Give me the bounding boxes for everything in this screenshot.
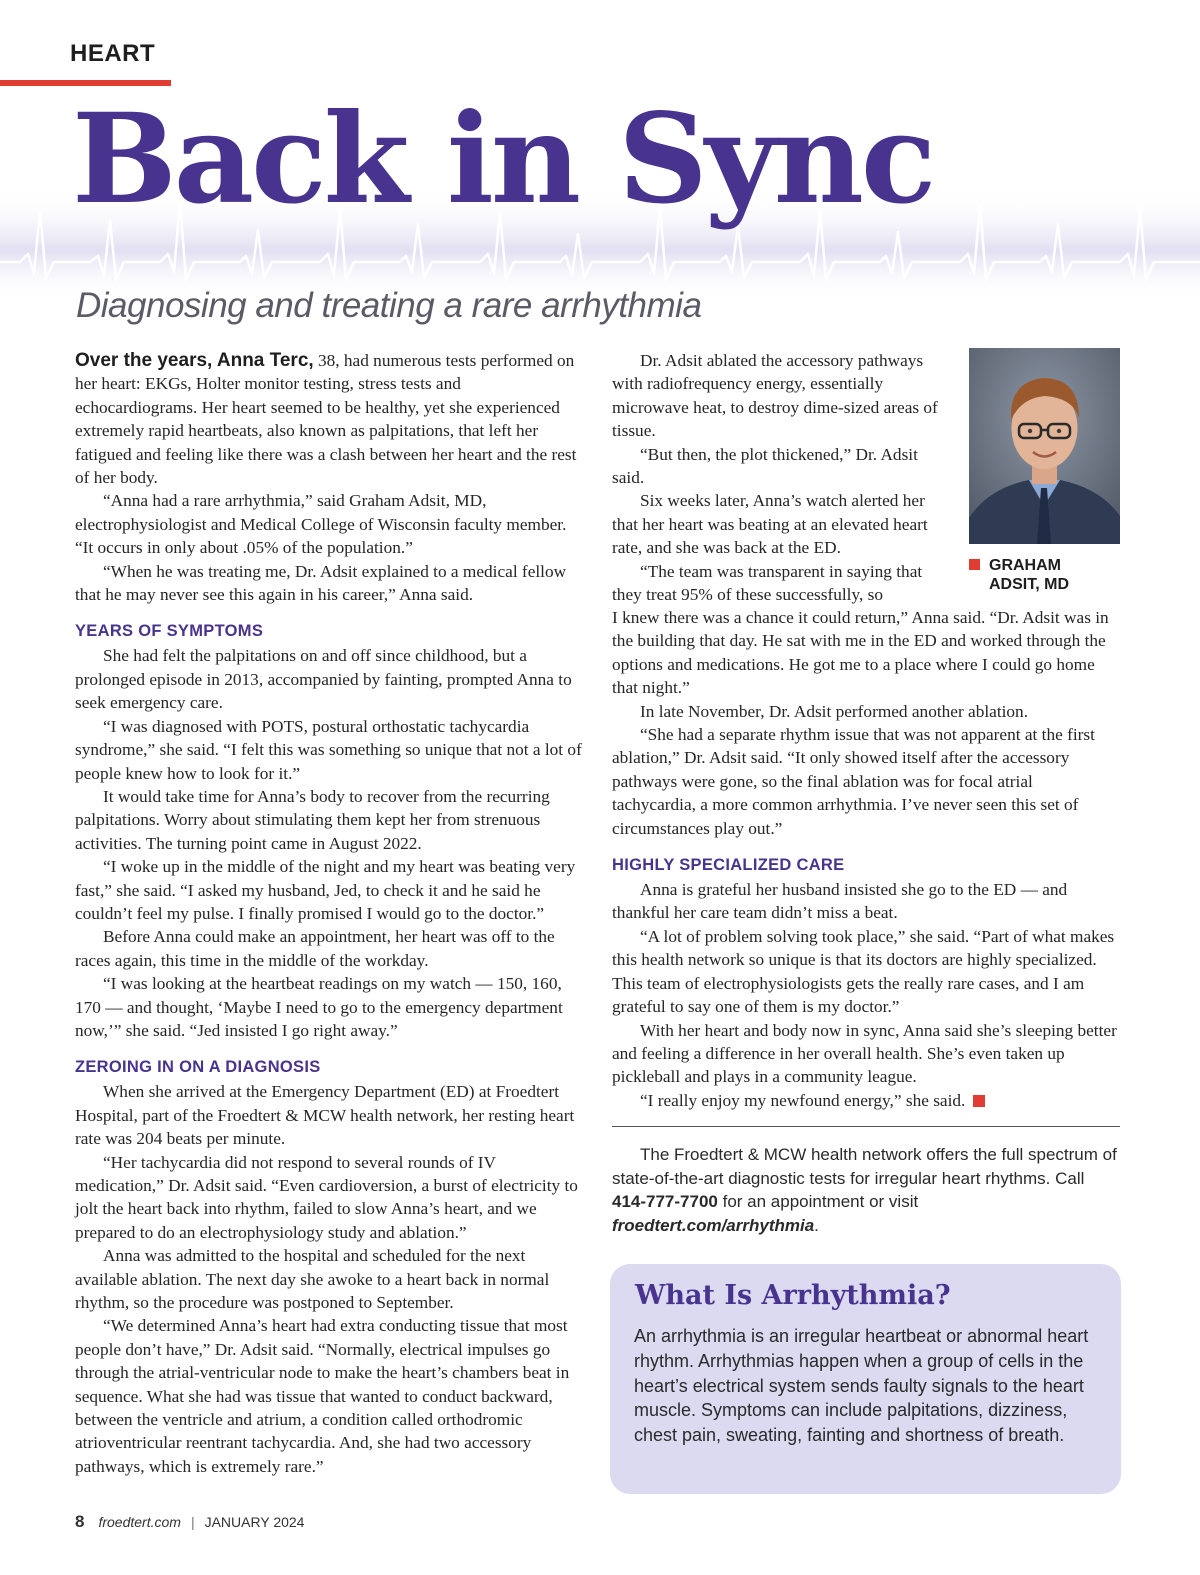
- body-paragraph: With her heart and body now in sync, Anna said she’s sleeping better and feeling a difference in her overall health. She’s even taken up pickleball and plays in a community league.: [612, 1020, 1117, 1087]
- body-paragraph: “She had a separate rhythm issue that was not apparent at the first ablation,” Dr. Adsit said. “It only showed itself after the accessory pathways were gone, so the final ablation was for focal atrial tachycardia, a more common arrhythmia. I’ve never seen this set of circumstances play out.”: [612, 725, 1095, 838]
- footer-separator: |: [190, 1514, 195, 1530]
- body-paragraph: “Her tachycardia did not respond to several rounds of IV medication,” Dr. Adsit said. “Even cardioversion, a burst of electricity to jolt the heart back into rhythm, failed to slow Anna’s heart, and we prepared to do an electrophysiology study and ablation.”: [75, 1152, 578, 1242]
- body-paragraph: She had felt the palpitations on and off since childhood, but a prolonged episode in 2013, accompanied by fainting, prompted Anna to seek emergency care.: [75, 646, 572, 713]
- section-label: HEART: [70, 40, 156, 67]
- page-number: 8: [75, 1512, 85, 1531]
- body-paragraph: “A lot of problem solving took place,” she said. “Part of what makes this health network so unique is that its doctors are highly specialized. This team of electrophysiologists gets the really rare cases, and I am grateful to say one of them is my doctor.”: [612, 926, 1115, 1017]
- subhead-highly-specialized-care: HIGHLY SPECIALIZED CARE: [612, 856, 845, 875]
- body-paragraph: “Anna had a rare arrhythmia,” said Graham Adsit, MD, electrophysiologist and Medical College of Wisconsin faculty member. “It occurs in only about .05% of the population.”: [75, 491, 567, 558]
- body-paragraph: Before Anna could make an appointment, her heart was off to the races again, this time in the middle of the workday.: [75, 927, 555, 970]
- subhead-years-of-symptoms: YEARS OF SYMPTOMS: [75, 622, 264, 641]
- body-paragraph: It would take time for Anna’s body to recover from the recurring palpitations. Worry about stimulating them kept her from strenuous activities. The turning point came in August 2022.: [75, 786, 550, 853]
- website-link[interactable]: froedtert.com/arrhythmia: [612, 1215, 815, 1235]
- intro-paragraph: Over the years, Anna Terc, 38, had numerous tests performed on her heart: EKGs, Holter monitor testing, stress tests and echocardiograms. Her heart seemed to be healthy, yet she experienced extremely rapid heartbeats, also known as palpitations, that left her fatigued and feeling like there was a clash between her heart and the rest of her body.: [75, 350, 577, 488]
- body-paragraph: When she arrived at the Emergency Department (ED) at Froedtert Hospital, part of the Froedtert & MCW health network, her resting heart rate was 204 beats per minute.: [75, 1082, 575, 1149]
- body-paragraph: In late November, Dr. Adsit performed another ablation.: [640, 701, 1029, 721]
- footer-issue-date: JANUARY 2024: [204, 1514, 305, 1530]
- body-paragraph: “But then, the plot thickened,” Dr. Adsit said.: [612, 444, 918, 488]
- doctor-portrait-photo: [969, 348, 1120, 544]
- info-box-body: An arrhythmia is an irregular heartbeat or abnormal heart rhythm. Arrhythmias happen when a group of cells in the heart’s electrical system sends faulty signals to the heart muscle. Symptoms can include palpitations, dizziness, chest pain, sweating, fainting and shortness of breath.: [634, 1326, 1089, 1446]
- footer-site: froedtert.com: [98, 1514, 181, 1530]
- body-paragraph: Anna is grateful her husband insisted she go to the ED — and thankful her care team didn’t miss a beat.: [612, 880, 1068, 923]
- call-to-action: The Froedtert & MCW health network offers the full spectrum of state-of-the-art diagnostic tests for irregular heart rhythms. Call 414-777-7700 for an appointment or visit froedtert.com/arrhythmia.: [612, 1145, 1117, 1235]
- left-column: [75, 349, 587, 1478]
- body-paragraph: “I was diagnosed with POTS, postural orthostatic tachycardia syndrome,” she said. “I felt this was something so unique that not a lot of people knew how to look for it.”: [75, 716, 582, 783]
- body-paragraph: Six weeks later, Anna’s watch alerted her that her heart was beating at an elevated heart rate, and she was back at the ED.: [612, 491, 928, 558]
- portrait-illustration: [969, 348, 1120, 544]
- section-divider: [612, 1126, 1120, 1127]
- article-end-mark: [973, 1095, 985, 1107]
- article-subtitle: Diagnosing and treating a rare arrhythmia: [76, 286, 702, 325]
- article-title: Back in Sync: [72, 87, 934, 232]
- body-paragraph: “I was looking at the heartbeat readings on my watch — 150, 160, 170 — and thought, ‘Maybe I need to go to the emergency department now,’” she said. “Jed insisted I go right away.”: [75, 974, 563, 1040]
- body-paragraph: Dr. Adsit ablated the accessory pathways with radiofrequency energy, essentially microwave heat, to destroy dime-sized areas of tissue.: [612, 351, 938, 441]
- lead-in: Over the years, Anna Terc,: [75, 350, 314, 371]
- caption-marker: [969, 559, 980, 570]
- info-box-title: What Is Arrhythmia?: [635, 1280, 951, 1311]
- right-column-top: [612, 349, 952, 606]
- body-paragraph: “We determined Anna’s heart had extra conducting tissue that most people don’t have,” Dr. Adsit said. “Normally, electrical impulses go through the atrial-ventricular node to make the heart’s chambers beat in sequence. What she had was tissue that wanted to conduct backward, between the ventricle and atrium, a condition called orthodromic atrioventricular reentrant tachycardia. And, she had two accessory pathways, which is extremely rare.”: [75, 1316, 570, 1476]
- body-paragraph: “I really enjoy my newfound energy,” she said.: [612, 1089, 1117, 1112]
- right-column: [612, 606, 1117, 1112]
- photo-caption: GRAHAM ADSIT, MD: [969, 556, 1069, 594]
- body-paragraph: “When he was treating me, Dr. Adsit explained to a medical fellow that he may never see this again in his career,” Anna said.: [75, 561, 567, 605]
- page-footer: [75, 1512, 304, 1532]
- body-paragraph: “The team was transparent in saying that they treat 95% of these successfully, so: [612, 561, 923, 605]
- phone-number[interactable]: 414-777-7700: [612, 1192, 718, 1211]
- body-paragraph: I knew there was a chance it could return,” Anna said. “Dr. Adsit was in the building that day. He sat with me in the ED and worked through the options and medications. He got me to a place where I could go home that night.”: [612, 608, 1109, 698]
- subhead-zeroing-in: ZEROING IN ON A DIAGNOSIS: [75, 1058, 321, 1077]
- body-paragraph: “I woke up in the middle of the night and my heart was beating very fast,” she said. “I asked my husband, Jed, to check it and he said he couldn’t feel my pulse. I finally promised I would go to the doctor.”: [75, 857, 576, 923]
- body-paragraph: Anna was admitted to the hospital and scheduled for the next available ablation. The next day she awoke to a heart back in normal rhythm, so the procedure was postponed to September.: [75, 1246, 550, 1313]
- section-accent-rule: [0, 80, 171, 86]
